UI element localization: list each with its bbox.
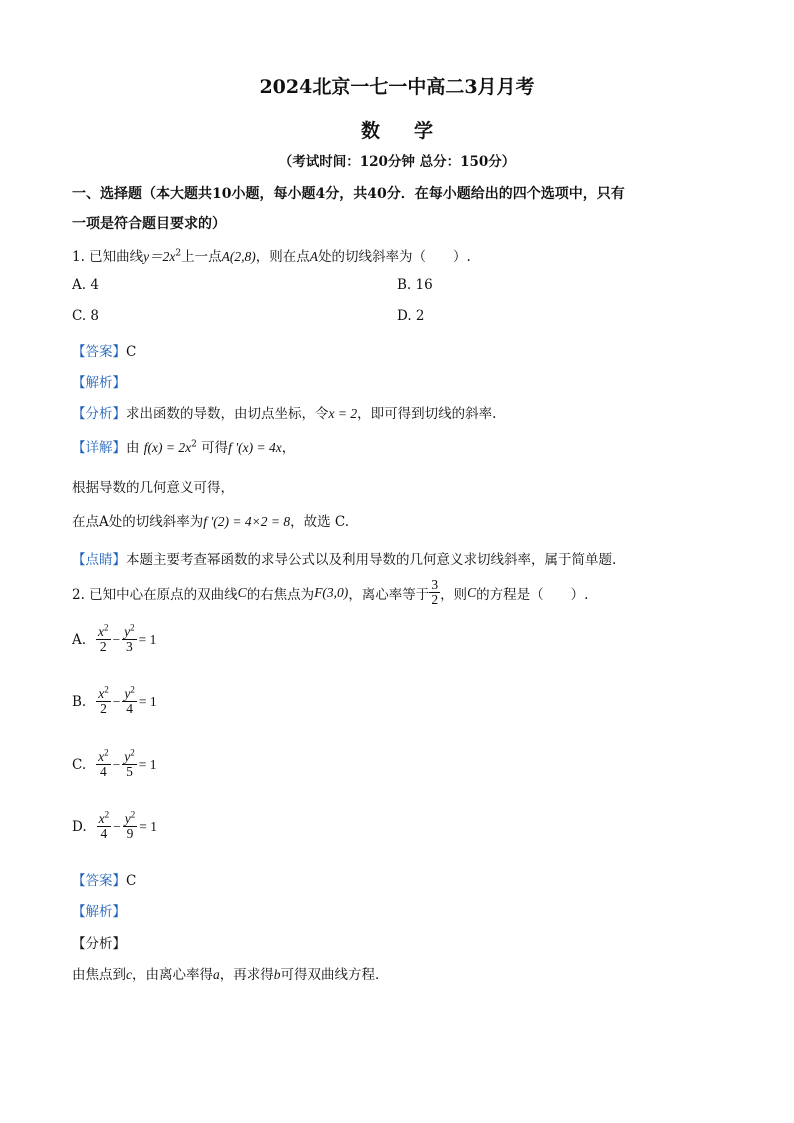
- q1-stem: 1. 已知曲线$y=2x^2$上一点A(2,8)，则在点A处的切线斜率为（ ）.: [72, 248, 471, 265]
- q1-analysis-tag: 【解析】: [72, 375, 126, 391]
- q1-xiangjie: 【详解】由 $f(x) = 2x^2$ 可得f '(x) = 4x，: [72, 439, 296, 456]
- page-title: 2024北京一七一中高二3月月考: [259, 76, 535, 98]
- q2-option-b: B. $\frac{x^2}{2}$ − $\frac{y^2}{4}$ = 1: [72, 684, 157, 717]
- q1-option-d: D. 2: [397, 308, 425, 324]
- q1-dianjing: 【点睛】本题主要考查幂函数的求导公式以及利用导数的几何意义求切线斜率，属于简单题.: [72, 552, 617, 568]
- subject-title: 数学: [360, 120, 467, 142]
- q2-stem: 2. 已知中心在原点的双曲线 C 的右焦点为 F(3,0) ，离心率等于 $\frac{3}{2}$ ，则 C 的方程是（ ）.: [72, 577, 589, 608]
- exam-time-info: （考试时间：120分钟 总分：150分）: [278, 154, 516, 170]
- q1-fenxi: 【分析】求出函数的导数，由切点坐标，令x = 2，即可得到切线的斜率.: [72, 406, 497, 422]
- eccentricity-fraction: $\frac{3}{2}$: [431, 577, 439, 608]
- q1-option-a: A. 4: [72, 277, 99, 293]
- q2-option-d: D. $\frac{x^2}{4}$ − $\frac{y^2}{9}$ = 1: [72, 809, 158, 842]
- q2-answer: 【答案】C: [72, 873, 137, 889]
- q1-slope-line: 在点A处的切线斜率为f '(2) = 4×2 = 8，故选 C.: [72, 514, 350, 530]
- q2-fenxi-text: 由焦点到c，由离心率得a，再求得b可得双曲线方程．: [72, 967, 389, 983]
- q2-analysis-tag: 【解析】: [72, 904, 126, 920]
- q2-option-a: A. $\frac{x^2}{2}$ − $\frac{y^2}{3}$ = 1: [72, 622, 157, 655]
- q1-meaning-line: 根据导数的几何意义可得，: [72, 480, 234, 496]
- q1-option-c: C. 8: [72, 308, 100, 324]
- section-heading-cont: 一项是符合题目要求的）: [72, 216, 226, 232]
- q2-option-c: C. $\frac{x^2}{4}$ − $\frac{y^2}{5}$ = 1: [72, 747, 157, 780]
- section-heading: 一、选择题（本大题共10小题，每小题4分，共40分．在每小题给出的四个选项中，只有: [72, 186, 625, 202]
- q2-fenxi-tag: 【分析】: [72, 936, 126, 952]
- q1-answer: 【答案】C: [72, 344, 137, 360]
- q1-option-b: B. 16: [397, 277, 433, 293]
